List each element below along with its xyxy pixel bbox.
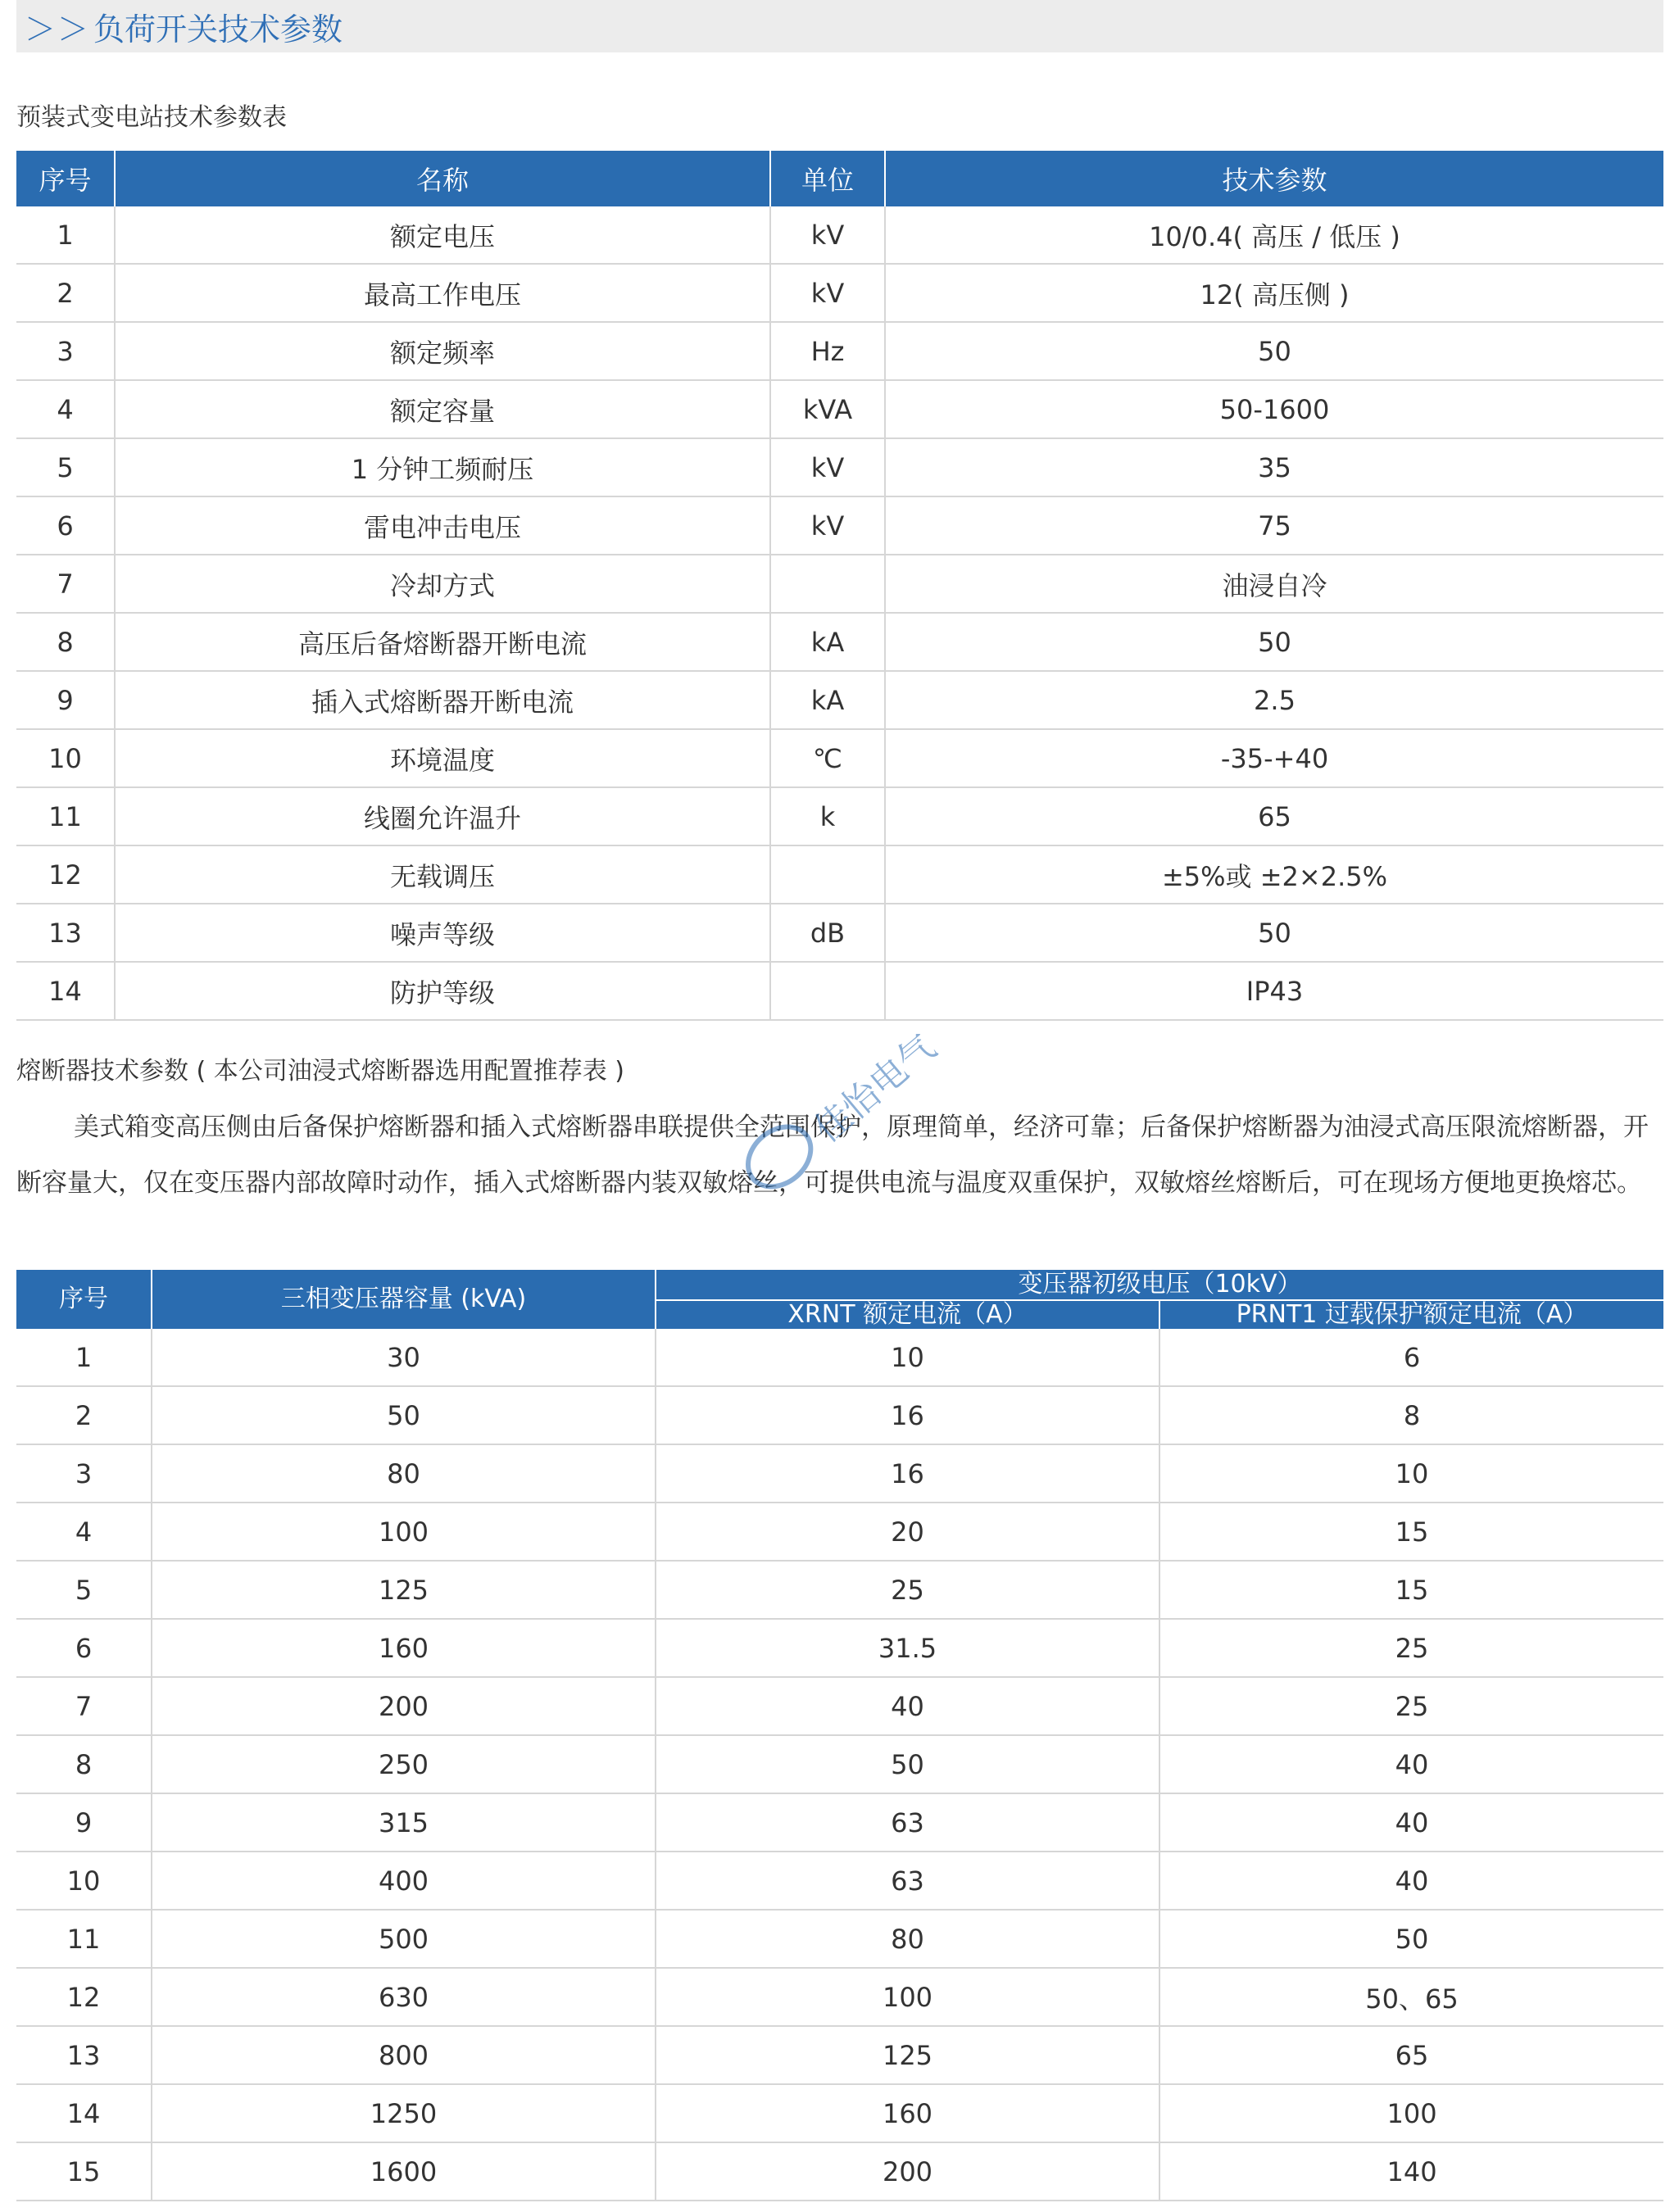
cell-capacity: 800 — [152, 2026, 656, 2084]
cell-name: 最高工作电压 — [115, 264, 770, 322]
cell-seq: 9 — [16, 671, 115, 729]
cell-name: 额定容量 — [115, 380, 770, 438]
table-row — [16, 845, 1663, 904]
cell-xrnt-current: 63 — [656, 1852, 1159, 1910]
cell-param: IP43 — [885, 962, 1663, 1020]
header-prnt-current: PRNT1 过载保护额定电流（A） — [1159, 1300, 1663, 1329]
cell-prnt-current: 8 — [1159, 1386, 1663, 1444]
table-row — [16, 555, 1663, 613]
cell-param: -35-+40 — [885, 729, 1663, 787]
cell-seq: 3 — [16, 1444, 152, 1503]
description-paragraph — [16, 1099, 1663, 1211]
header-name: 名称 — [115, 151, 770, 206]
cell-prnt-current: 10 — [1159, 1444, 1663, 1503]
cell-capacity: 250 — [152, 1735, 656, 1793]
section-title: 负荷开关技术参数 — [93, 11, 343, 48]
header-xrnt-current: XRNT 额定电流（A） — [656, 1300, 1159, 1329]
table-row — [16, 2026, 1663, 2084]
cell-capacity: 630 — [152, 1968, 656, 2026]
table-row — [16, 1677, 1663, 1735]
cell-capacity: 50 — [152, 1386, 656, 1444]
cell-param: 油浸自冷 — [885, 555, 1663, 613]
table-row — [16, 1968, 1663, 2026]
table-row — [16, 1793, 1663, 1852]
cell-capacity: 125 — [152, 1561, 656, 1619]
cell-seq: 6 — [16, 496, 115, 555]
cell-prnt-current: 25 — [1159, 1677, 1663, 1735]
cell-param: 10/0.4( 高压 / 低压 ) — [885, 206, 1663, 264]
cell-xrnt-current: 10 — [656, 1329, 1159, 1386]
cell-seq: 12 — [16, 1968, 152, 2026]
cell-name: 环境温度 — [115, 729, 770, 787]
cell-seq: 11 — [16, 1910, 152, 1968]
table-row — [16, 206, 1663, 264]
cell-prnt-current: 50、65 — [1159, 1968, 1663, 2026]
cell-name: 插入式熔断器开断电流 — [115, 671, 770, 729]
cell-param: 50 — [885, 904, 1663, 962]
table-row — [16, 729, 1663, 787]
cell-seq: 8 — [16, 613, 115, 671]
cell-prnt-current: 140 — [1159, 2142, 1663, 2201]
cell-param: ±5%或 ±2×2.5% — [885, 845, 1663, 904]
cell-xrnt-current: 200 — [656, 2142, 1159, 2201]
cell-prnt-current: 40 — [1159, 1852, 1663, 1910]
cell-seq: 15 — [16, 2142, 152, 2201]
table-row — [16, 1329, 1663, 1386]
cell-seq: 10 — [16, 729, 115, 787]
cell-name: 防护等级 — [115, 962, 770, 1020]
cell-xrnt-current: 16 — [656, 1444, 1159, 1503]
cell-seq: 2 — [16, 1386, 152, 1444]
table-row — [16, 2084, 1663, 2142]
cell-unit — [770, 845, 885, 904]
table-row — [16, 380, 1663, 438]
table-header-row — [16, 151, 1663, 206]
cell-capacity: 400 — [152, 1852, 656, 1910]
cell-seq: 9 — [16, 1793, 152, 1852]
cell-name: 冷却方式 — [115, 555, 770, 613]
cell-param: 2.5 — [885, 671, 1663, 729]
cell-xrnt-current: 160 — [656, 2084, 1159, 2142]
cell-name: 雷电冲击电压 — [115, 496, 770, 555]
cell-param: 50-1600 — [885, 380, 1663, 438]
table-row — [16, 1910, 1663, 1968]
cell-prnt-current: 100 — [1159, 2084, 1663, 2142]
cell-seq: 13 — [16, 904, 115, 962]
cell-name: 1 分钟工频耐压 — [115, 438, 770, 496]
cell-prnt-current: 15 — [1159, 1503, 1663, 1561]
header-seq: 序号 — [16, 1270, 152, 1329]
header-param: 技术参数 — [885, 151, 1663, 206]
table-row — [16, 264, 1663, 322]
cell-unit: k — [770, 787, 885, 845]
cell-unit — [770, 555, 885, 613]
cell-capacity: 160 — [152, 1619, 656, 1677]
cell-capacity: 100 — [152, 1503, 656, 1561]
cell-unit: kV — [770, 438, 885, 496]
table-row — [16, 1561, 1663, 1619]
cell-param: 12( 高压侧 ) — [885, 264, 1663, 322]
table-row — [16, 1444, 1663, 1503]
table-row — [16, 1735, 1663, 1793]
table-row — [16, 962, 1663, 1020]
cell-xrnt-current: 40 — [656, 1677, 1159, 1735]
cell-capacity: 315 — [152, 1793, 656, 1852]
cell-seq: 4 — [16, 380, 115, 438]
cell-capacity: 30 — [152, 1329, 656, 1386]
cell-param: 75 — [885, 496, 1663, 555]
header-capacity: 三相变压器容量 (kVA) — [152, 1270, 656, 1329]
watermark-text: 佳怡电气 — [806, 1026, 944, 1151]
cell-seq: 14 — [16, 962, 115, 1020]
table2-body — [16, 1329, 1663, 2201]
cell-name: 额定电压 — [115, 206, 770, 264]
cell-capacity: 1600 — [152, 2142, 656, 2201]
table-row — [16, 787, 1663, 845]
cell-param: 65 — [885, 787, 1663, 845]
cell-param: 35 — [885, 438, 1663, 496]
header-primary-voltage: 变压器初级电压（10kV） — [656, 1270, 1663, 1300]
cell-unit: kV — [770, 496, 885, 555]
cell-seq: 12 — [16, 845, 115, 904]
table-row — [16, 904, 1663, 962]
header-seq: 序号 — [16, 151, 115, 206]
cell-prnt-current: 40 — [1159, 1793, 1663, 1852]
cell-seq: 4 — [16, 1503, 152, 1561]
table1-caption: 预装式变电站技术参数表 — [16, 103, 287, 132]
cell-name: 无载调压 — [115, 845, 770, 904]
cell-seq: 2 — [16, 264, 115, 322]
cell-unit: kV — [770, 264, 885, 322]
table-row — [16, 496, 1663, 555]
table-row — [16, 1619, 1663, 1677]
cell-seq: 7 — [16, 1677, 152, 1735]
cell-param: 50 — [885, 613, 1663, 671]
cell-xrnt-current: 63 — [656, 1793, 1159, 1852]
cell-seq: 1 — [16, 206, 115, 264]
cell-prnt-current: 65 — [1159, 2026, 1663, 2084]
table-row — [16, 438, 1663, 496]
cell-xrnt-current: 125 — [656, 2026, 1159, 2084]
cell-name: 额定频率 — [115, 322, 770, 380]
cell-xrnt-current: 50 — [656, 1735, 1159, 1793]
table-row — [16, 2142, 1663, 2201]
cell-xrnt-current: 31.5 — [656, 1619, 1159, 1677]
table-row — [16, 671, 1663, 729]
table-row — [16, 322, 1663, 380]
cell-seq: 7 — [16, 555, 115, 613]
cell-unit — [770, 962, 885, 1020]
cell-seq: 6 — [16, 1619, 152, 1677]
cell-capacity: 200 — [152, 1677, 656, 1735]
cell-unit: dB — [770, 904, 885, 962]
table-row — [16, 1386, 1663, 1444]
cell-seq: 8 — [16, 1735, 152, 1793]
header-unit: 单位 — [770, 151, 885, 206]
cell-xrnt-current: 16 — [656, 1386, 1159, 1444]
cell-xrnt-current: 100 — [656, 1968, 1159, 2026]
cell-xrnt-current: 80 — [656, 1910, 1159, 1968]
table-header-row — [16, 1270, 1663, 1300]
cell-unit: ℃ — [770, 729, 885, 787]
cell-prnt-current: 50 — [1159, 1910, 1663, 1968]
table-row — [16, 613, 1663, 671]
cell-unit: kV — [770, 206, 885, 264]
cell-xrnt-current: 25 — [656, 1561, 1159, 1619]
table2-caption: 熔断器技术参数 ( 本公司油浸式熔断器选用配置推荐表 ) — [16, 1057, 625, 1086]
cell-name: 高压后备熔断器开断电流 — [115, 613, 770, 671]
table-row — [16, 1852, 1663, 1910]
description-text: 美式箱变高压侧由后备保护熔断器和插入式熔断器串联提供全范围保护，原理简单，经济可靠；后备保护熔断器为油浸式高压限流熔断器，开断容量大，仅在变压器内部故障时动作，插入式熔断器内装双敏熔丝，可提供电流与温度双重保护，双敏熔丝熔断后，可在现场方便地更换熔芯。 — [16, 1113, 1649, 1198]
cell-name: 线圈允许温升 — [115, 787, 770, 845]
cell-prnt-current: 15 — [1159, 1561, 1663, 1619]
cell-seq: 5 — [16, 438, 115, 496]
cell-name: 噪声等级 — [115, 904, 770, 962]
cell-seq: 3 — [16, 322, 115, 380]
cell-seq: 13 — [16, 2026, 152, 2084]
cell-unit: kVA — [770, 380, 885, 438]
cell-capacity: 1250 — [152, 2084, 656, 2142]
cell-seq: 5 — [16, 1561, 152, 1619]
cell-unit: Hz — [770, 322, 885, 380]
cell-prnt-current: 6 — [1159, 1329, 1663, 1386]
cell-prnt-current: 40 — [1159, 1735, 1663, 1793]
cell-seq: 1 — [16, 1329, 152, 1386]
cell-prnt-current: 25 — [1159, 1619, 1663, 1677]
cell-seq: 10 — [16, 1852, 152, 1910]
cell-xrnt-current: 20 — [656, 1503, 1159, 1561]
cell-capacity: 500 — [152, 1910, 656, 1968]
substation-params-table — [16, 151, 1663, 1021]
table-row — [16, 1503, 1663, 1561]
table1-body — [16, 206, 1663, 1020]
cell-capacity: 80 — [152, 1444, 656, 1503]
cell-unit: kA — [770, 613, 885, 671]
cell-unit: kA — [770, 671, 885, 729]
fuse-config-table — [16, 1270, 1663, 2201]
double-chevron-icon: ＞＞ — [25, 11, 91, 48]
cell-seq: 11 — [16, 787, 115, 845]
cell-seq: 14 — [16, 2084, 152, 2142]
section-header — [16, 0, 1663, 52]
cell-param: 50 — [885, 322, 1663, 380]
